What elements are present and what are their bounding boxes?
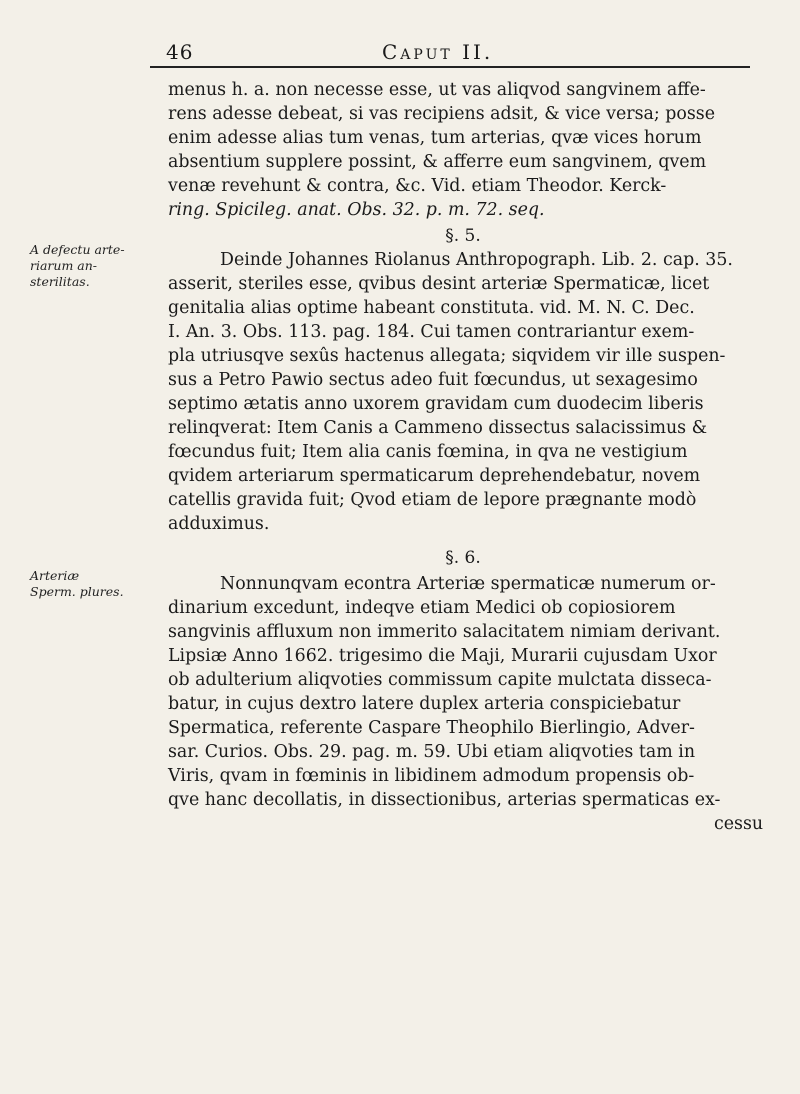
marginal-note (30, 242, 125, 290)
text-line: ring. Spicileg. anat. Obs. 32. p. m. 72. seq. (168, 200, 545, 220)
catchword: cessu (714, 814, 764, 834)
text-line: adduximus. (168, 514, 270, 534)
marginal-note (30, 568, 124, 600)
text-line: Lipsiæ Anno 1662. trigesimo die Maji, Murarii cujusdam Uxor (168, 646, 717, 666)
text-line: qvidem arteriarum spermaticarum deprehendebatur, novem (168, 466, 701, 486)
text-line: sangvinis affluxum non immerito salacitatem nimiam derivant. (168, 622, 721, 642)
section-heading: §. 5. (445, 226, 481, 246)
text-line: enim adesse alias tum venas, tum arterias, qvæ vices horum (168, 128, 702, 148)
section-heading: §. 6. (445, 548, 481, 568)
text-line: pla utriusqve sexûs hactenus allegata; siqvidem vir ille suspen- (168, 346, 726, 366)
marginal-note-line: sterilitas. (30, 274, 90, 289)
text-line: Nonnunqvam econtra Arteriæ spermaticæ numerum or- (220, 574, 716, 594)
text-line: Deinde Johannes Riolanus Anthropograph. Lib. 2. cap. 35. (220, 250, 733, 270)
text-line: ob adulterium aliqvoties commissum capite mulctata disseca- (168, 670, 712, 690)
text-line: I. An. 3. Obs. 113. pag. 184. Cui tamen contrariantur exem- (168, 322, 695, 342)
running-title: Caput II. (382, 40, 494, 64)
text-line: sus a Petro Pawio sectus adeo fuit fœcundus, ut sexagesimo (168, 370, 698, 390)
text-line: batur, in cujus dextro latere duplex arteria conspiciebatur (168, 694, 681, 714)
text-line: Spermatica, referente Caspare Theophilo Bierlingio, Adver- (168, 718, 695, 738)
text-line: relinqverat: Item Canis a Cammeno dissectus salacissimus & (168, 418, 708, 438)
text-line: rens adesse debeat, si vas recipiens adsit, & vice versa; posse (168, 104, 716, 124)
text-line: septimo ætatis anno uxorem gravidam cum duodecim liberis (168, 394, 704, 414)
text-line: sar. Curios. Obs. 29. pag. m. 59. Ubi etiam aliqvoties tam in (168, 742, 696, 762)
text-line: genitalia alias optime habeant constituta. vid. M. N. C. Dec. (168, 298, 695, 318)
text-line: asserit, steriles esse, qvibus desint arteriæ Spermaticæ, licet (168, 274, 710, 294)
text-line: qve hanc decollatis, in dissectionibus, arterias spermaticas ex- (168, 790, 721, 810)
marginal-note-line: A defectu arte- (30, 242, 125, 257)
marginal-note-line: Arteriæ (30, 568, 80, 583)
page-number: 46 (166, 40, 194, 64)
text-line: fœcundus fuit; Item alia canis fœmina, in qva ne vestigium (168, 442, 688, 462)
text-line: venæ revehunt & contra, &c. Vid. etiam Theodor. Kerck- (168, 176, 667, 196)
text-line: dinarium excedunt, indeqve etiam Medici ob copiosiorem (168, 598, 676, 618)
marginal-note-line: Sperm. plures. (30, 584, 124, 599)
marginal-note-line: riarum an- (30, 258, 98, 273)
main-text (168, 0, 758, 1094)
text-line: catellis gravida fuit; Qvod etiam de lepore prægnante modò (168, 490, 697, 510)
text-line: Viris, qvam in fœminis in libidinem admodum propensis ob- (168, 766, 695, 786)
text-line: absentium supplere possint, & afferre eum sangvinem, qvem (168, 152, 707, 172)
text-line: menus h. a. non necesse esse, ut vas aliqvod sangvinem affe- (168, 80, 706, 100)
